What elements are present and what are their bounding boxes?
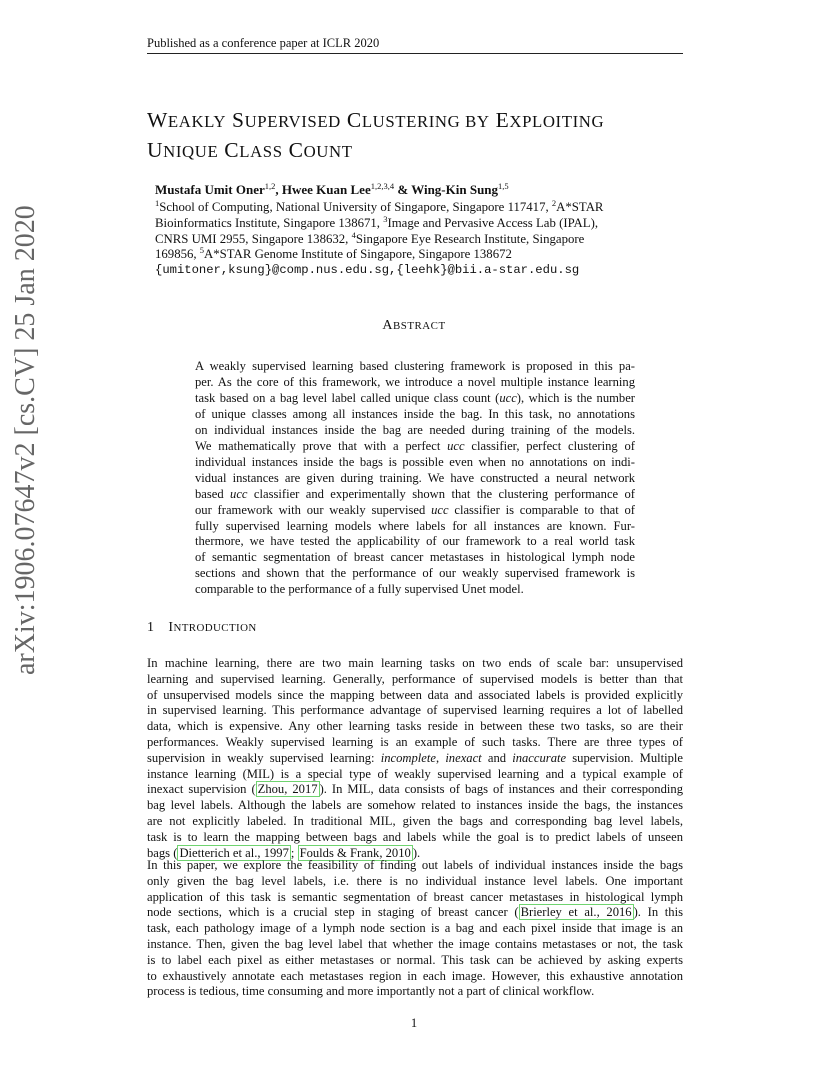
text-line: In this paper, we explore the feasibility of finding out labels of individual instances inside the bags [147, 858, 683, 872]
section-number: 1 [147, 620, 155, 635]
text-line: in supervised learning. This performance advantage of supervised learning requires a lot of labelled [147, 703, 683, 718]
affil-sup: 2 [551, 198, 557, 208]
title-cap: C [224, 138, 240, 162]
heading-cap: A [382, 318, 394, 333]
affil-text: 169856, [155, 247, 200, 262]
italic-term: ucc [230, 486, 248, 501]
title-smallcaps: LUSTERING BY [361, 112, 490, 131]
affil-text: School of Computing, National University of Singapore, Singapore 117417, [159, 200, 552, 214]
title-cap: W [147, 108, 168, 132]
affil-line-3 [155, 229, 655, 248]
author-list: Mustafa Umit Oner$^{1,2}$, Hwee Kuan Lee$^{1,2,3,4}$ & Wing-Kin Sung$^{1,5}$ [155, 181, 509, 197]
text-line: data, which is expensive. Any other learning tasks reside in between these two tasks, so are their [147, 719, 683, 734]
title-cap: C [288, 138, 304, 162]
affil-text: Image and Pervasive Access Lab (IPAL), [387, 215, 599, 230]
text-line: comparable to the performance of a fully supervised Unet model. [195, 582, 524, 597]
text-line: node sections, which is a crucial step in staging of breast cancer ( Brierley et al., 2016 ). In this [147, 905, 684, 920]
text-line: instance. Then, given the bag level label that whether the image contains metastases or not, the task [147, 936, 683, 951]
heading-smallcaps: BSTRACT [393, 320, 446, 332]
text-line: inexact supervision ( Zhou, 2017 ). In MIL, data consists of bags of instances and their corresponding [147, 782, 683, 797]
text-line: are not explicitly labeled. In traditional MIL, given the bags and corresponding bag level labels, [147, 813, 683, 828]
title-smallcaps: OUNT [303, 142, 353, 161]
title-cap: U [147, 138, 164, 162]
affil-sup: 3 [383, 213, 388, 224]
author-name: Hwee Kuan Lee [281, 182, 371, 197]
title-cap: S [232, 108, 245, 132]
affil-sup: 1 [155, 198, 160, 208]
text-line: of unsupervised models since the mapping between data and associated labels is provided explicitly [147, 687, 683, 702]
author-sup: 1,2,3,4 [370, 181, 395, 191]
text-line: performances. Weakly supervised learning is an example of such tasks. There are three types of [147, 734, 683, 749]
text-line: bag level labels. Although the labels are somehow related to instances inside the bags, the instances [147, 798, 683, 813]
italic-term: ucc [499, 390, 517, 405]
citation-link[interactable]: Zhou, 2017 [257, 782, 318, 797]
title-cap: E [495, 108, 510, 132]
heading-cap: I [168, 620, 174, 635]
text-line: individual instances inside the bags is possible even when no annotations on indi- [195, 454, 635, 469]
text-line: of semantic segmentation of breast cancer metastases in histological lymph node [195, 550, 635, 565]
text-line: per. As the core of this framework, we introduce a novel multiple instance learning [195, 374, 635, 389]
abstract-body [195, 359, 635, 598]
text-line: task based on a bag level label called unique class count (ucc), which is the number [195, 390, 636, 405]
title-smallcaps: EAKLY [167, 112, 227, 131]
text-line: supervision in weakly supervised learning: incomplete, inexact and inaccurate supervision. Multiple [147, 750, 684, 765]
section-heading-introduction [147, 620, 257, 636]
affil-sup: 5 [199, 245, 205, 256]
text-line: is to label each pixel as either metastases or normal. This task can be achieved by asking experts [147, 952, 683, 967]
affil-sup: 4 [351, 229, 356, 240]
intro-paragraph-2 [147, 858, 683, 1000]
italic-term: ucc [447, 438, 465, 453]
title-smallcaps: XPLOITING [509, 112, 605, 131]
text-line: task, each pathology image of a lymph node section is a bag and each pixel inside that image is an [147, 921, 683, 936]
text-line: instance learning (MIL) is a special type of weakly supervised learning and a typical example of [147, 766, 683, 781]
running-header: Published as a conference paper at ICLR 2020 [147, 36, 380, 50]
title-smallcaps: UPERVISED [244, 112, 341, 131]
text-line: In machine learning, there are two main learning tasks on two ends of scale bar: unsupervised [147, 656, 683, 670]
citation-link[interactable]: Foulds & Frank, 2010 [299, 845, 411, 860]
text-line: based ucc classifier and experimentally shown that the clustering performance of [195, 486, 635, 501]
paper-title [147, 106, 707, 166]
text-line: We mathematically prove that with a perfect ucc classifier, perfect clustering of [195, 438, 635, 453]
text-line: on individual instances inside the bag are needed during training of the models. [195, 422, 635, 437]
affiliations [155, 200, 655, 279]
header-rule [147, 53, 683, 54]
text-line: fully supervised learning models where labels for all instances are known. Fur- [195, 518, 635, 533]
text-line: to exhaustively annotate each metastases region in each image. However, this exhaustive annotation [147, 968, 683, 983]
affil-text: Bioinformatics Institute, Singapore 138671, [155, 215, 384, 230]
citation-link[interactable]: Dietterich et al., 1997 [179, 845, 289, 860]
author-sup: 1,2 [264, 181, 276, 191]
heading-smallcaps: NTRODUCTION [173, 622, 257, 634]
author-name: Wing-Kin Sung [411, 182, 499, 197]
text-line: thermore, we have tested the applicability of our framework to a real world task [195, 534, 635, 549]
text-line: A weakly supervised learning based clustering framework is proposed in this pa- [195, 359, 635, 373]
affil-line-1 [155, 200, 655, 216]
italic-term: inaccurate [512, 750, 567, 765]
text-line: our framework with our weakly supervised ucc classifier is comparable to that of [195, 502, 635, 517]
italic-term: incomplete [380, 750, 436, 765]
affil-line-2 [155, 213, 655, 232]
title-smallcaps: NIQUE [163, 142, 219, 161]
affil-text: Singapore Eye Research Institute, Singapore [355, 231, 585, 246]
affil-text: A*STAR [556, 200, 604, 214]
text-line: process is tedious, time consuming and more importantly not a part of clinical workflow. [147, 984, 595, 999]
title-smallcaps: LASS [239, 142, 283, 161]
abstract-heading [0, 318, 828, 334]
page-number: 1 [410, 1016, 418, 1030]
text-line: vidual instances are given during training. We have constructed a neural network [195, 470, 635, 485]
affil-line-4 [155, 247, 655, 263]
citation-link[interactable]: Brierley et al., 2016 [520, 905, 632, 920]
affil-text: CNRS UMI 2955, Singapore 138632, [155, 231, 352, 246]
title-line-1 [147, 106, 707, 136]
title-line-2 [147, 136, 707, 166]
arxiv-stamp-text: arXiv:1906.07647v2 [cs.CV] 25 Jan 2020 [10, 205, 41, 675]
title-cap: C [346, 108, 362, 132]
italic-term: inexact [445, 750, 482, 765]
italic-term: ucc [431, 502, 449, 517]
intro-paragraph-1 [147, 656, 683, 861]
text-line: of unique classes among all instances inside the bag. In this task, no annotations [195, 406, 635, 421]
author-name: Mustafa Umit Oner [155, 182, 265, 197]
text-line: task is to learn the mapping between bags and labels while the goal is to predict labels of unseen [147, 829, 683, 844]
text-line: sections and shown that the performance of our weakly supervised framework is [195, 566, 635, 581]
text-line: application of this task is semantic segmentation of breast cancer metastases in histological lymph [147, 889, 683, 904]
text-line: only given the bag level labels, i.e. there is no individual instance level labels. One important [147, 873, 683, 888]
text-line: learning and supervised learning. Generally, performance of supervised models is better than that [147, 671, 683, 686]
text-line: bags ( Dietterich et al., 1997 ; Foulds & Frank, 2010 ). [147, 845, 421, 860]
author-emails: {umitoner,ksung}@comp.nus.edu.sg,{leehk}@bii.a-star.edu.sg [155, 263, 580, 278]
affil-text: A*STAR Genome Institute of Singapore, Singapore 138672 [204, 247, 512, 262]
author-sup: 1,5 [498, 181, 509, 191]
